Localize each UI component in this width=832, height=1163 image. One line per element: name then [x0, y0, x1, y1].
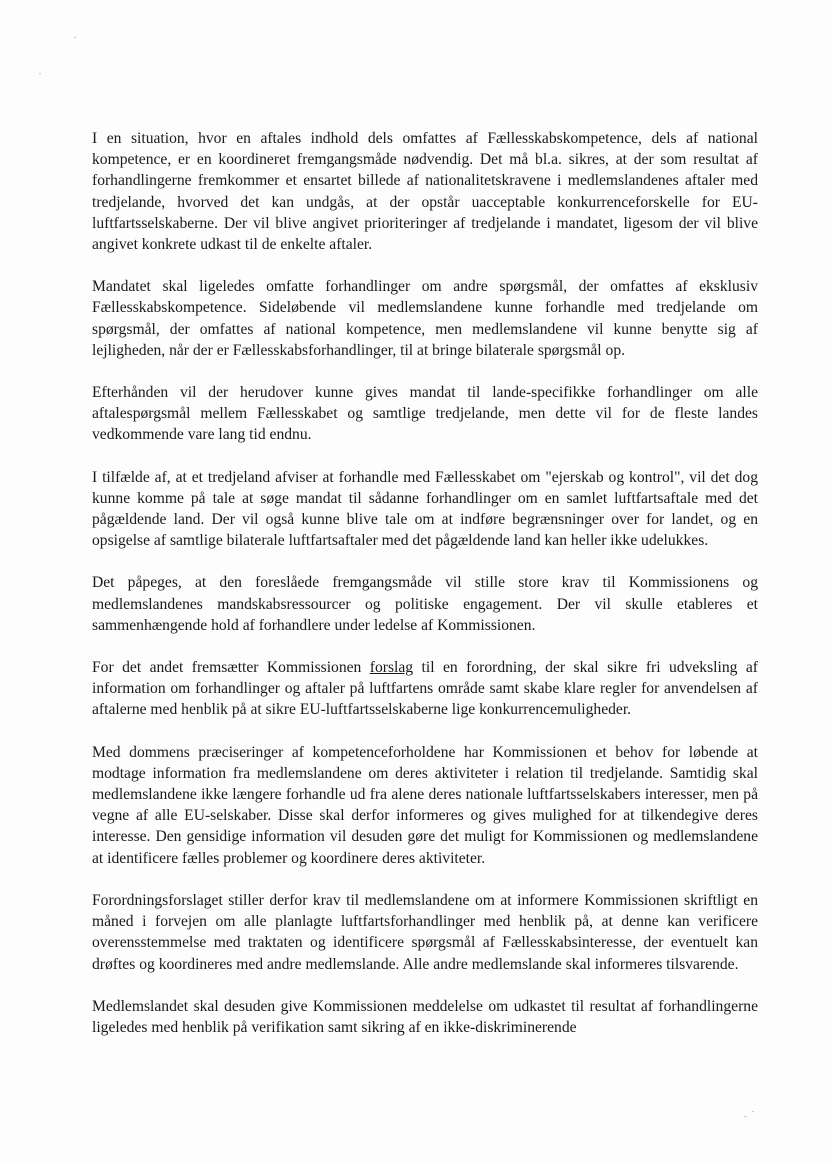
- forslag-link[interactable]: forslag: [369, 659, 414, 677]
- paragraph-4: I tilfælde af, at et tredjeland afviser at forhandle med Fællesskabet om "ejerskab og kontrol", vil det dog kunne komme på tale at søge mandat til sådanne forhandlinger om en samlet luftfartsaftale med det pågældende land. Der vil også kunne blive tale om at indføre begrænsninger over for landet, og en opsigelse af samtlige bilaterale luftfartsaftaler med det pågældende land kan heller ikke udelukkes.: [92, 468, 758, 550]
- paragraph-6-rest: til en forordning, der skal sikre fri udveksling af information om forhandlinger og aftaler på luftfartens område samt skabe klare regler for anvendelsen af aftalerne med henblik på at sikre EU-luftfartsselskaberne lige konkurrencemuligheder.: [92, 659, 758, 719]
- paragraph-3: Efterhånden vil der herudover kunne gives mandat til lande-specifikke forhandlinger om alle aftalespørgsmål mellem Fællesskabet og samtlige tredjelande, men dette vil for de fleste landes vedkommende vare lang tid endnu.: [92, 384, 758, 444]
- paragraph-1: I en situation, hvor en aftales indhold dels omfattes af Fællesskabskompetence, dels af national kompetence, er en koordineret fremgangsmåde nødvendig. Det må bl.a. sikres, at der som resultat af forhandlingerne fremkommer et ensartet billede af nationalitetskravene i medlemslandenes aftaler med tredjelande, hvorved det kan undgås, at der opstår uacceptable konkurrenceforskelle for EU-luftfartsselskaberne. Der vil blive angivet prioriteringer af tredjelande i mandatet, ligesom der vil blive angivet konkrete udkast til de enkelte aftaler.: [92, 130, 758, 254]
- paragraph-2: Mandatet skal ligeledes omfatte forhandlinger om andre spørgsmål, der omfattes af eksklusiv Fællesskabskompetence. Sideløbende vil medlemslandene kunne forhandle med tredjelande om spørgsmål, der omfattes af national kompetence, men medlemslandene vil kunne benytte sig af lejligheden, når der er Fællesskabsforhandlinger, til at bringe bilaterale spørgsmål op.: [92, 278, 758, 359]
- document-body: [92, 128, 758, 1038]
- scan-speck: [752, 1111, 754, 1112]
- paragraph-8: Forordningsforslaget stiller derfor krav til medlemslandene om at informere Kommissionen skriftligt en måned i forvejen om alle planlagte luftfartsforhandlinger med henblik på, at denne kan verificere overensstemmelse med traktaten og identificere spørgsmål af Fællesskabsinteresse, der eventuelt kan drøftes og koordineres med andre medlemslande. Alle andre medlemslande skal informeres tilsvarende.: [92, 891, 758, 973]
- scan-speck: [39, 73, 41, 74]
- paragraph-7: Med dommens præciseringer af kompetenceforholdene har Kommissionen et behov for løbende at modtage information fra medlemslandene om deres aktiviteter i relation til tredjelande. Samtidig skal medlemslandene ikke længere forhandle ud fra alene deres nationale luftfartsselskabers interesser, men på vegne af alle EU-selskaber. Disse skal derfor informeres og gives mulighed for at tilkendegive deres interesse. Den gensidige information vil desuden gøre det muligt for Kommissionen og medlemslandene at identificere fælles problemer og koordinere deres aktiviteter.: [92, 743, 758, 867]
- scan-speck: [744, 1116, 747, 1117]
- paragraph-6-lead: For det andet fremsætter Kommissionen: [92, 659, 370, 677]
- scan-speck: [74, 37, 76, 38]
- paragraph-6: [92, 657, 758, 721]
- paragraph-9: Medlemslandet skal desuden give Kommissionen meddelelse om udkastet til resultat af forhandlingerne ligeledes med henblik på verifikation samt sikring af en ikke-diskriminerende: [92, 997, 758, 1036]
- paragraph-5: Det påpeges, at den foreslåede fremgangsmåde vil stille store krav til Kommissionens og medlemslandenes mandskabsressourcer og politiske engagement. Der vil skulle etableres et sammenhængende hold af forhandlere under ledelse af Kommissionen.: [92, 574, 758, 634]
